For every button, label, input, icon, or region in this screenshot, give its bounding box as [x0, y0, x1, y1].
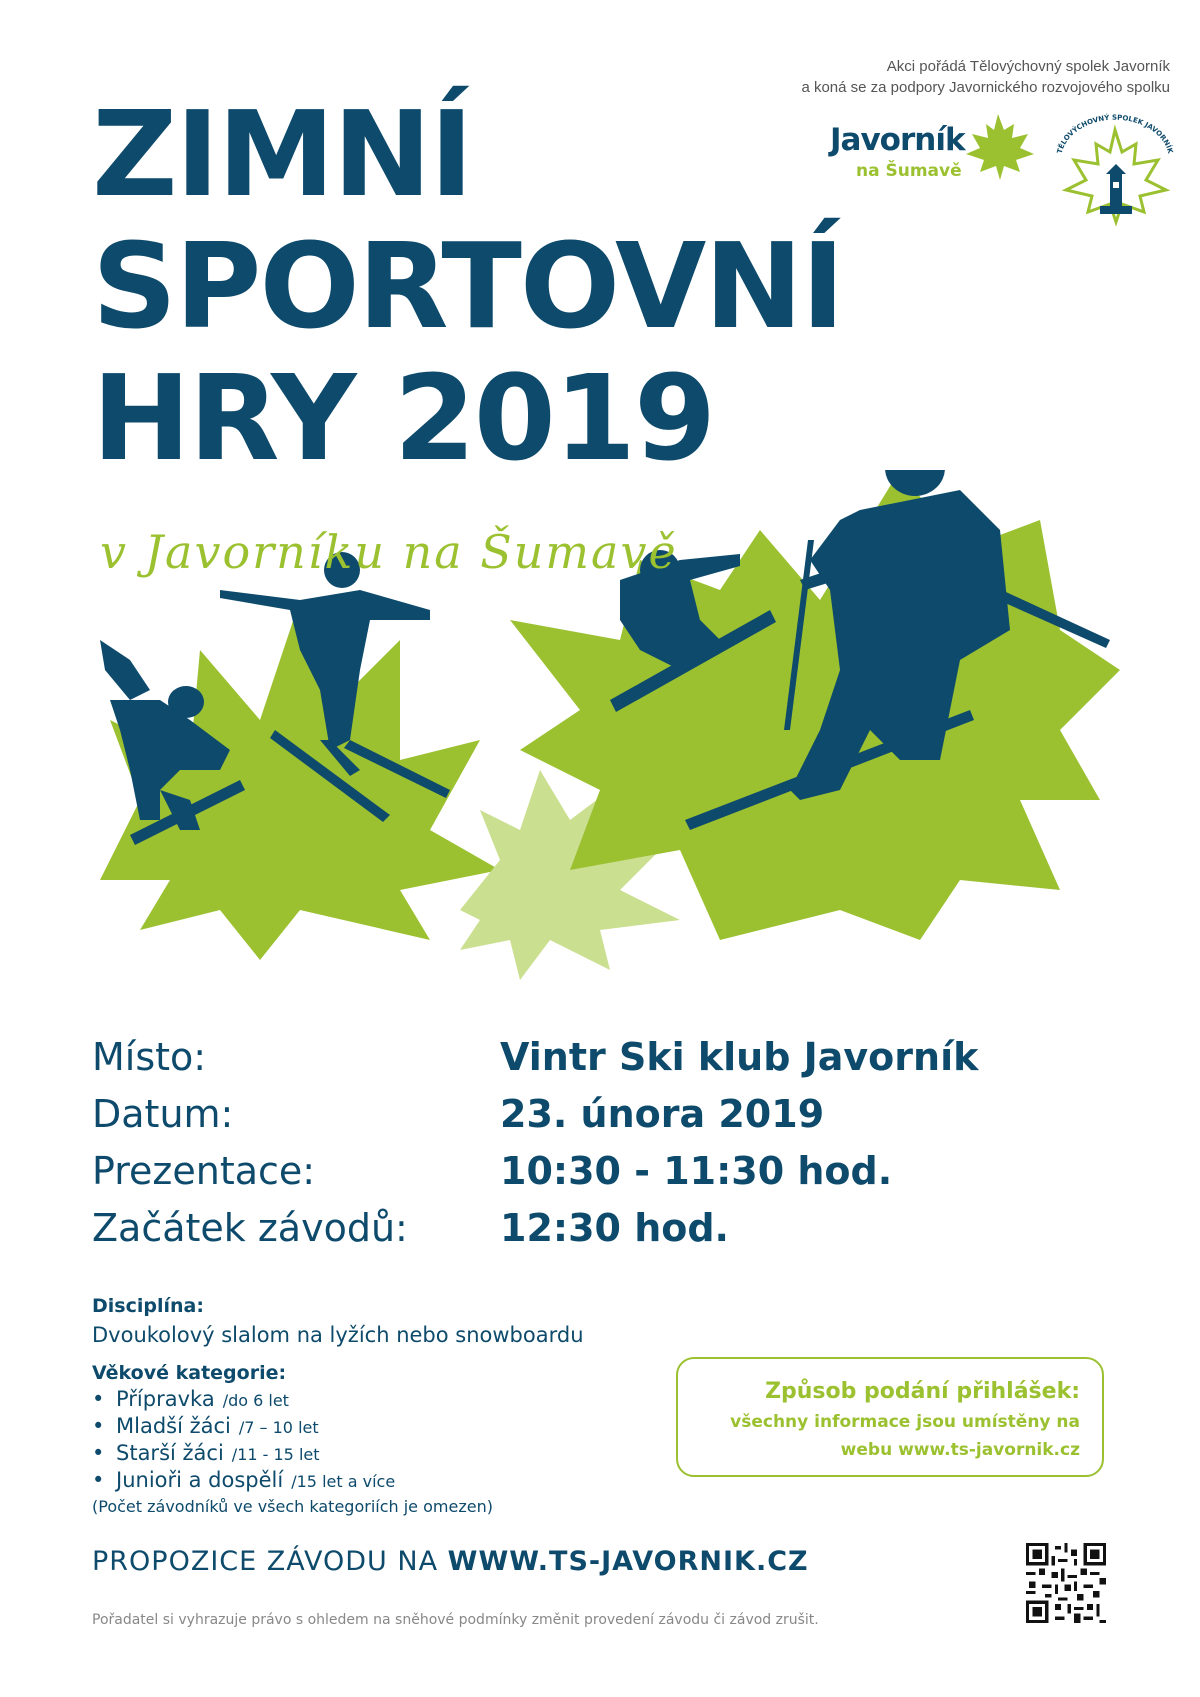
ts-emblem-icon — [1050, 112, 1180, 232]
organizer-note — [801, 56, 1170, 98]
registration-box — [676, 1357, 1104, 1477]
category-age: /15 let a více — [291, 1472, 396, 1491]
maple-leaf-icon — [958, 112, 1038, 182]
list-item: • Mladší žáci /7 – 10 let — [92, 1414, 319, 1438]
info-label-date: Datum: — [92, 1092, 234, 1136]
registration-title: Způsob podání přihlášek: — [765, 1379, 1080, 1404]
page-title — [92, 85, 843, 487]
category-name: Mladší žáci — [116, 1414, 231, 1438]
title-line-3: HRY 2019 — [92, 349, 715, 487]
categories-list — [92, 1387, 395, 1495]
title-line-2: SPORTOVNÍ — [92, 217, 843, 355]
list-item: • Junioři a dospělí /15 let a více — [92, 1468, 396, 1492]
javornik-logo — [830, 112, 1030, 192]
category-name: Junioři a dospělí — [116, 1468, 284, 1492]
category-age: /do 6 let — [222, 1391, 289, 1410]
organizer-note-line1: Akci pořádá Tělovýchovný spolek Javorník — [886, 58, 1170, 75]
categories-note: (Počet závodníků ve všech kategoriích je omezen) — [92, 1497, 493, 1516]
info-value-date: 23. února 2019 — [500, 1092, 825, 1136]
registration-line1: všechny informace jsou umístěny na — [730, 1412, 1080, 1432]
qr-code-icon[interactable] — [1026, 1543, 1106, 1623]
subtitle: v Javorníku na Šumavě — [100, 525, 678, 579]
title-line-1: ZIMNÍ — [92, 85, 472, 223]
discipline-text: Dvoukolový slalom na lyžích nebo snowboardu — [92, 1323, 584, 1347]
category-name: Přípravka — [116, 1387, 215, 1411]
list-item: • Starší žáci /11 - 15 let — [92, 1441, 320, 1465]
info-value-registration-time: 10:30 - 11:30 hod. — [500, 1149, 893, 1193]
organizer-note-line2: a koná se za podpory Javornického rozvojového spolku — [801, 79, 1170, 96]
info-value-start-time: 12:30 hod. — [500, 1206, 729, 1250]
propozice-prefix: PROPOZICE ZÁVODU NA — [92, 1546, 448, 1577]
category-name: Starší žáci — [116, 1441, 224, 1465]
disclaimer: Pořadatel si vyhrazuje právo s ohledem na sněhové podmínky změnit provedení závodu či závod zrušit. — [92, 1612, 819, 1628]
list-item: • Přípravka /do 6 let — [92, 1387, 289, 1411]
category-age: /7 – 10 let — [238, 1418, 319, 1437]
propozice-line — [92, 1546, 809, 1577]
info-label-start-time: Začátek závodů: — [92, 1206, 408, 1250]
ts-javornik-logo — [1050, 112, 1180, 232]
category-age: /11 - 15 let — [231, 1445, 320, 1464]
categories-heading: Věkové kategorie: — [92, 1362, 287, 1384]
info-label-place: Místo: — [92, 1035, 207, 1079]
javornik-logo-sub: na Šumavě — [856, 161, 962, 181]
info-label-registration-time: Prezentace: — [92, 1149, 316, 1193]
ts-logo-arc-text: TĚLOVÝCHOVNÝ SPOLEK JAVORNÍK — [1055, 113, 1175, 155]
discipline-heading: Disciplína: — [92, 1295, 204, 1317]
javornik-logo-word: Javorník — [830, 122, 965, 158]
propozice-url-link[interactable]: WWW.TS-JAVORNIK.CZ — [447, 1546, 809, 1577]
registration-line2[interactable]: webu www.ts-javornik.cz — [840, 1440, 1080, 1460]
info-value-place: Vintr Ski klub Javorník — [500, 1035, 979, 1079]
